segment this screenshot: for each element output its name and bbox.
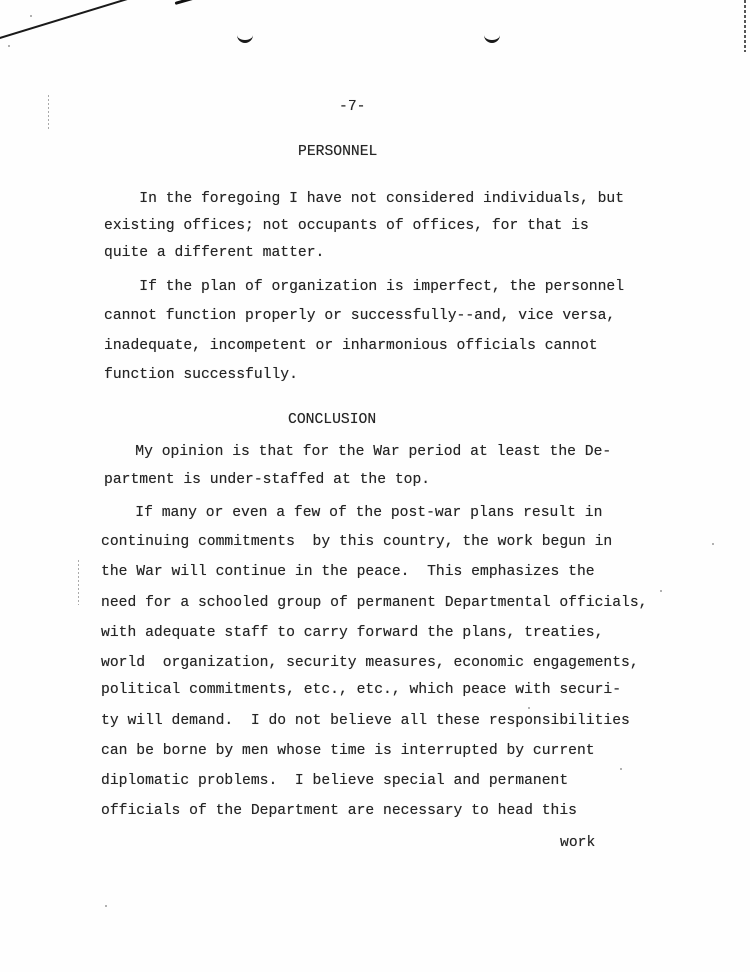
text-line: world organization, security measures, economic engagements,: [101, 655, 639, 671]
scan-speck: [660, 590, 662, 592]
text-line: quite a different matter.: [104, 245, 325, 261]
text-line: In the foregoing I have not considered individuals, but: [104, 191, 625, 207]
page-edge-mark: [744, 0, 746, 52]
text-line: officials of the Department are necessary to head this: [101, 803, 577, 819]
section-heading-personnel: PERSONNEL: [298, 144, 378, 160]
text-line: My opinion is that for the War period at least the De-: [100, 444, 612, 460]
scan-speck: [620, 768, 622, 770]
scan-artifact: [48, 95, 49, 130]
text-line: the War will continue in the peace. This emphasizes the: [101, 564, 595, 580]
text-line: If the plan of organization is imperfect, the personnel: [104, 279, 625, 295]
section-heading-conclusion: CONCLUSION: [288, 412, 377, 428]
text-line: continuing commitments by this country, the work begun in: [101, 534, 613, 550]
text-line: existing offices; not occupants of offices, for that is: [104, 218, 589, 234]
scan-speck: [528, 707, 530, 709]
scan-speck: [712, 543, 714, 545]
text-line: diplomatic problems. I believe special and permanent: [101, 773, 569, 789]
pencil-stroke-mark-top: [175, 0, 248, 5]
pencil-stroke-mark: [0, 0, 248, 42]
scan-artifact: [78, 560, 79, 605]
text-line: function successfully.: [104, 367, 298, 383]
text-line: cannot function properly or successfully--and, vice versa,: [104, 308, 616, 324]
text-line: can be borne by men whose time is interrupted by current: [101, 743, 595, 759]
text-line: ty will demand. I do not believe all these responsibilities: [101, 713, 630, 729]
text-line: inadequate, incompetent or inharmonious officials cannot: [104, 338, 598, 354]
punch-hole-mark-left: [237, 32, 253, 43]
catchword: work: [560, 835, 596, 851]
text-line: partment is under-staffed at the top.: [104, 472, 431, 488]
punch-hole-mark-right: [484, 32, 500, 43]
text-line: need for a schooled group of permanent Departmental officials,: [101, 595, 648, 611]
text-line: with adequate staff to carry forward the plans, treaties,: [101, 625, 604, 641]
page-number: -7-: [339, 99, 366, 115]
scan-speck: [105, 905, 107, 907]
text-line: political commitments, etc., etc., which peace with securi-: [101, 682, 622, 698]
scan-speck: [30, 15, 32, 17]
scan-speck: [8, 45, 10, 47]
text-line: If many or even a few of the post-war plans result in: [100, 505, 603, 521]
